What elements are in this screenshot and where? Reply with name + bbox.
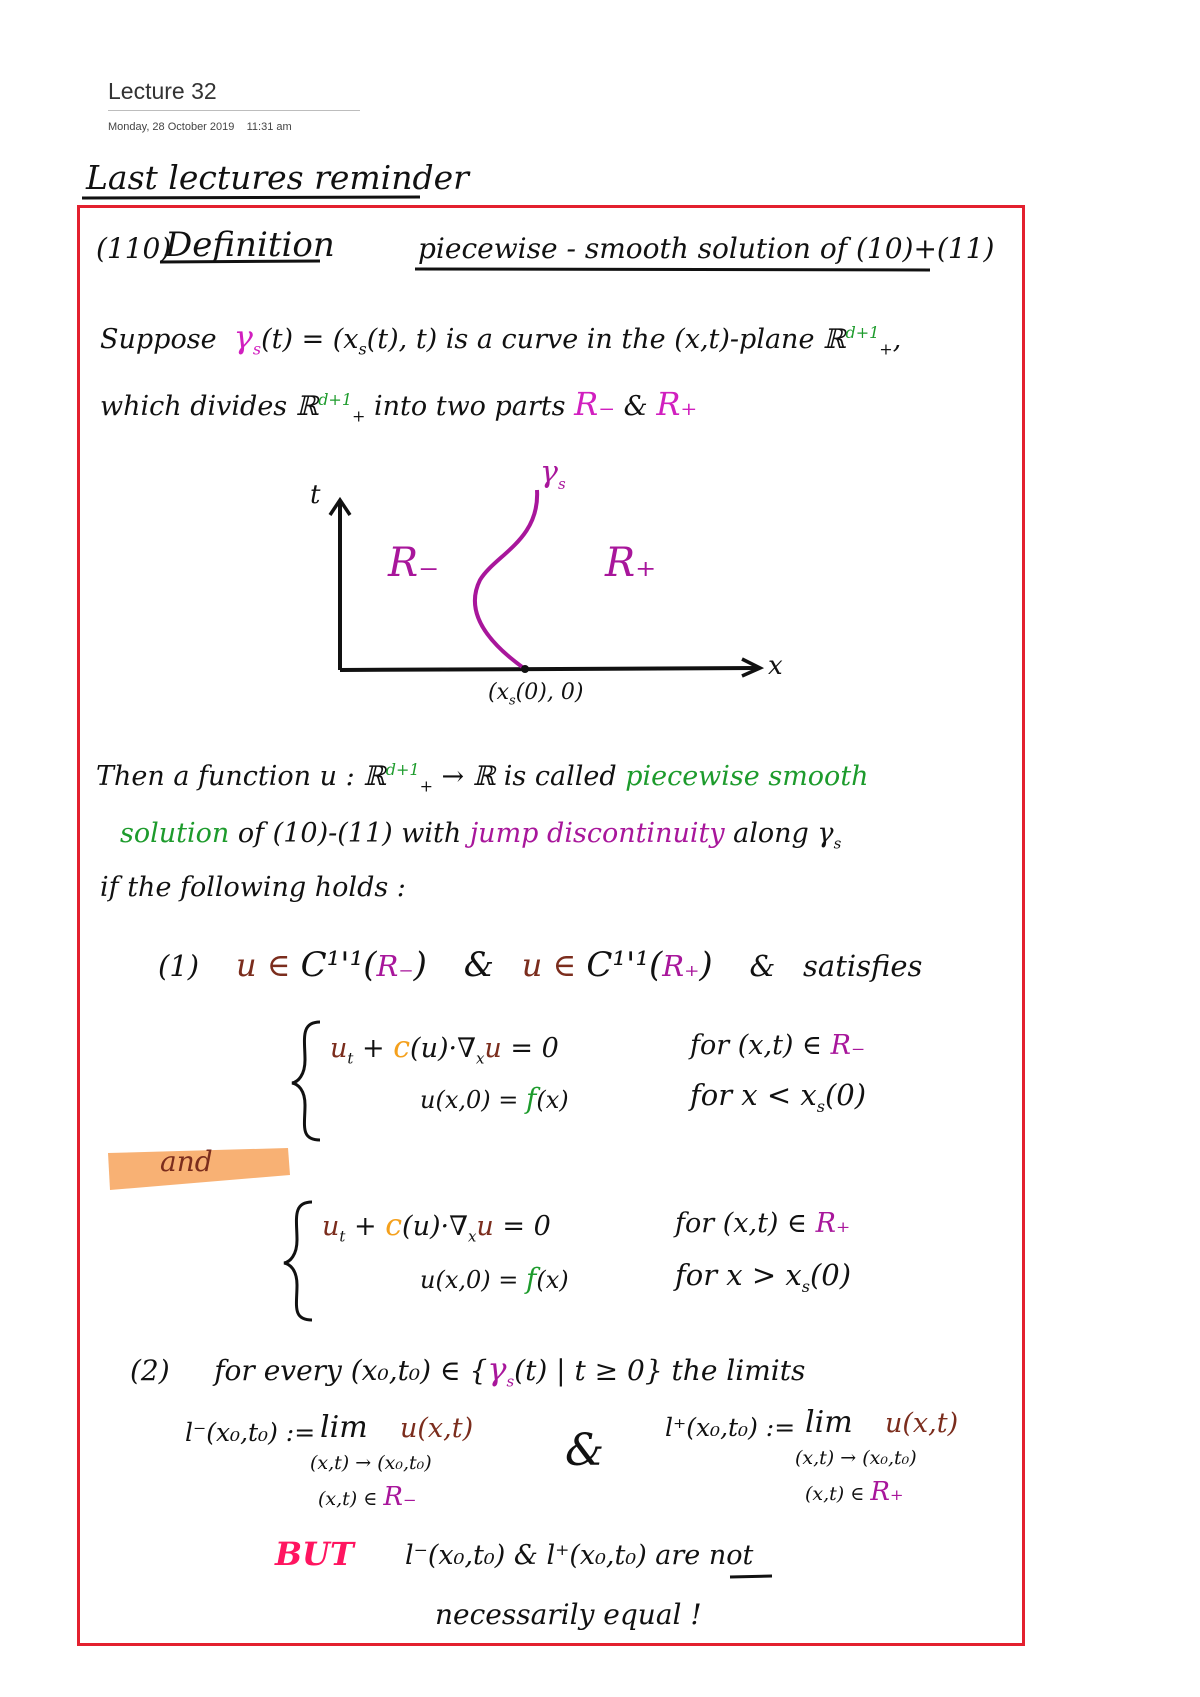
amp-symbol: & [623, 391, 648, 422]
t-axis-label: t [310, 480, 321, 510]
piecewise-smooth-term: piecewise smooth [625, 761, 869, 792]
system2-ic [420, 1262, 569, 1295]
cond1-close1: ) [413, 945, 427, 985]
origin-sub: s [509, 693, 516, 709]
sys2-ic-text: u(x,0) = [420, 1266, 526, 1294]
but-word: BUT [275, 1535, 354, 1573]
limit-plus-u: u(x,t) [885, 1408, 959, 1439]
cond1-u1: u ∈ [235, 946, 301, 984]
plus-subscript: + [879, 339, 893, 359]
limit-plus-def: l⁺(x₀,t₀) := [665, 1413, 796, 1442]
then-text-a: Then a function u : ℝ [96, 761, 386, 792]
sys2-f: f [525, 1262, 537, 1295]
cond1-r-minus: R₋ [376, 949, 414, 983]
cond1-r-plus: R₊ [662, 949, 700, 983]
definition-topic: piecewise - smooth solution of (10)+(11) [418, 232, 995, 265]
cond2-gamma-sub: s [506, 1372, 515, 1391]
limit-plus-arrow: (x,t) → (x₀,t₀) [795, 1447, 917, 1469]
limit-minus-lim: lim [320, 1410, 368, 1445]
solution-term: solution [120, 818, 230, 849]
sys1-zero: (0) [824, 1078, 867, 1112]
system2-ic-domain [675, 1258, 851, 1296]
page-title[interactable]: Lecture 32 [108, 78, 217, 104]
system1-ic [420, 1082, 569, 1115]
x-axis-label: x [768, 651, 783, 681]
origin-rest: (0), 0) [515, 680, 584, 705]
sys1-u: u [330, 1033, 348, 1064]
cond2-gamma: γ [487, 1350, 507, 1388]
sys2-eq: = 0 [493, 1211, 551, 1242]
system2-pde [322, 1208, 551, 1245]
page-time: 11:31 am [246, 121, 292, 133]
limit-minus-arrow: (x,t) → (x₀,t₀) [310, 1452, 432, 1474]
sys2-t-sub: t [339, 1227, 346, 1246]
divides-text: which divides ℝ [100, 391, 319, 422]
cond2-text-a: for every (x₀,t₀) ∈ { [214, 1354, 488, 1387]
cond1-amp2: & [749, 949, 776, 983]
section-heading: Last lectures reminder [86, 158, 469, 197]
sys1-x-sub: x [475, 1049, 485, 1068]
suppose-line: Suppose $\gamma_s(t) = (x_s(t)$, t) is a curve in the (x,t)-plane ℝ$^{d+1}_+$, [100, 318, 902, 359]
sys1-t-sub: t [347, 1049, 354, 1068]
sys1-for1: for (x,t) ∈ [690, 1030, 831, 1061]
then-text-b: → ℝ is called [432, 761, 626, 792]
suppose-word: Suppose [100, 324, 217, 355]
sys1-ic-text: u(x,0) = [420, 1086, 526, 1114]
then-line [96, 760, 869, 795]
curve-def-b: (t), t) is a curve in the (x,t)-plane ℝ [366, 324, 846, 355]
limits-amp: & [565, 1425, 605, 1476]
then-subscript: + [419, 776, 433, 796]
sys2-r-plus: R₊ [815, 1208, 851, 1239]
condition-1 [158, 945, 922, 985]
sys1-r-minus: R₋ [830, 1030, 866, 1061]
then-superscript: d+1 [385, 760, 420, 779]
region-minus-label: R₋ [574, 385, 616, 423]
and-word: and [160, 1145, 213, 1178]
sys2-for2: for x > x [675, 1258, 802, 1292]
region-right-label: R₊ [605, 540, 657, 586]
sys2-x-sub: x [467, 1227, 477, 1246]
cond1-c1: C¹'¹( [300, 945, 377, 985]
solution-text-b: of (10)-(11) with [229, 818, 470, 849]
cond1-c2: C¹'¹( [586, 945, 663, 985]
limit-minus-in: (x,t) ∈ [318, 1488, 384, 1510]
but-statement: l⁻(x₀,t₀) & l⁺(x₀,t₀) are not [405, 1540, 754, 1571]
sys1-rest: (u)·∇ [410, 1033, 476, 1064]
cond1-satisfies: satisfies [803, 949, 923, 983]
limit-plus-r: R₊ [870, 1477, 904, 1507]
definition-word: Definition [165, 225, 335, 265]
page-date: Monday, 28 October 2019 [108, 121, 235, 133]
solution-line [120, 818, 841, 852]
holds-line: if the following holds : [100, 872, 406, 903]
but-statement-2: necessarily equal ! [435, 1598, 702, 1631]
sys2-plus: + [345, 1211, 386, 1242]
gamma-subscript: s [252, 339, 262, 359]
sys2-s-sub: s [801, 1276, 810, 1296]
gamma-symbol: γ [233, 318, 253, 356]
system1-ic-domain [690, 1078, 866, 1116]
limit-plus-region [805, 1477, 904, 1507]
cond1-number: (1) [158, 949, 200, 983]
sys1-c: c [393, 1030, 411, 1065]
region-plus-label: R₊ [656, 385, 698, 423]
system1-domain [690, 1030, 865, 1061]
region-left-label: R₋ [388, 540, 440, 586]
limit-plus-lim: lim [805, 1405, 853, 1440]
divides-line [100, 385, 697, 425]
cond2-number: (2) [130, 1354, 170, 1387]
cond2-text-b: (t) | t ≥ 0} the limits [514, 1354, 806, 1387]
cond1-close2: ) [699, 945, 713, 985]
solution-subscript: s [833, 834, 842, 853]
system2-domain [675, 1208, 850, 1239]
heading-underline [82, 197, 420, 198]
sys2-fx: (x) [536, 1266, 569, 1294]
solution-text-c: along γ [724, 818, 834, 849]
cond1-u2: u ∈ [521, 946, 587, 984]
curve-subscript: s [557, 475, 566, 493]
sys1-for2: for x < x [690, 1078, 817, 1112]
sys1-u-end: u [484, 1033, 502, 1064]
origin-x: (x [488, 680, 509, 705]
curve-label [540, 455, 566, 493]
sys1-fx: (x) [536, 1086, 569, 1114]
limit-minus-region [318, 1482, 417, 1512]
sys1-f: f [525, 1082, 537, 1115]
curve-gamma: γ [540, 455, 558, 490]
system1-pde [330, 1030, 559, 1067]
two-parts-text: into two parts [365, 391, 575, 422]
condition-2 [130, 1350, 805, 1391]
curve-def-a: (t) = (x [261, 324, 359, 355]
sys2-zero: (0) [809, 1258, 852, 1292]
dim-superscript-2: d+1 [318, 390, 353, 409]
jump-discontinuity-term: jump discontinuity [469, 818, 725, 849]
sys2-u: u [322, 1211, 340, 1242]
limit-minus-def: l⁻(x₀,t₀) := [185, 1418, 316, 1447]
sys2-rest: (u)·∇ [402, 1211, 468, 1242]
sys1-plus: + [353, 1033, 394, 1064]
limit-minus-r: R₋ [383, 1482, 417, 1512]
sys2-for1: for (x,t) ∈ [675, 1208, 816, 1239]
sys1-eq: = 0 [501, 1033, 559, 1064]
sys1-s-sub: s [816, 1096, 825, 1116]
plus-subscript-2: + [352, 406, 366, 426]
origin-label [488, 680, 583, 708]
sys2-c: c [385, 1208, 403, 1243]
dim-superscript: d+1 [845, 323, 880, 342]
limit-minus-u: u(x,t) [400, 1413, 474, 1444]
xs-subscript: s [358, 339, 367, 359]
definition-number: (110) [96, 232, 172, 265]
sys2-u-end: u [476, 1211, 494, 1242]
limit-plus-in: (x,t) ∈ [805, 1483, 871, 1505]
cond1-amp: & [463, 945, 495, 985]
